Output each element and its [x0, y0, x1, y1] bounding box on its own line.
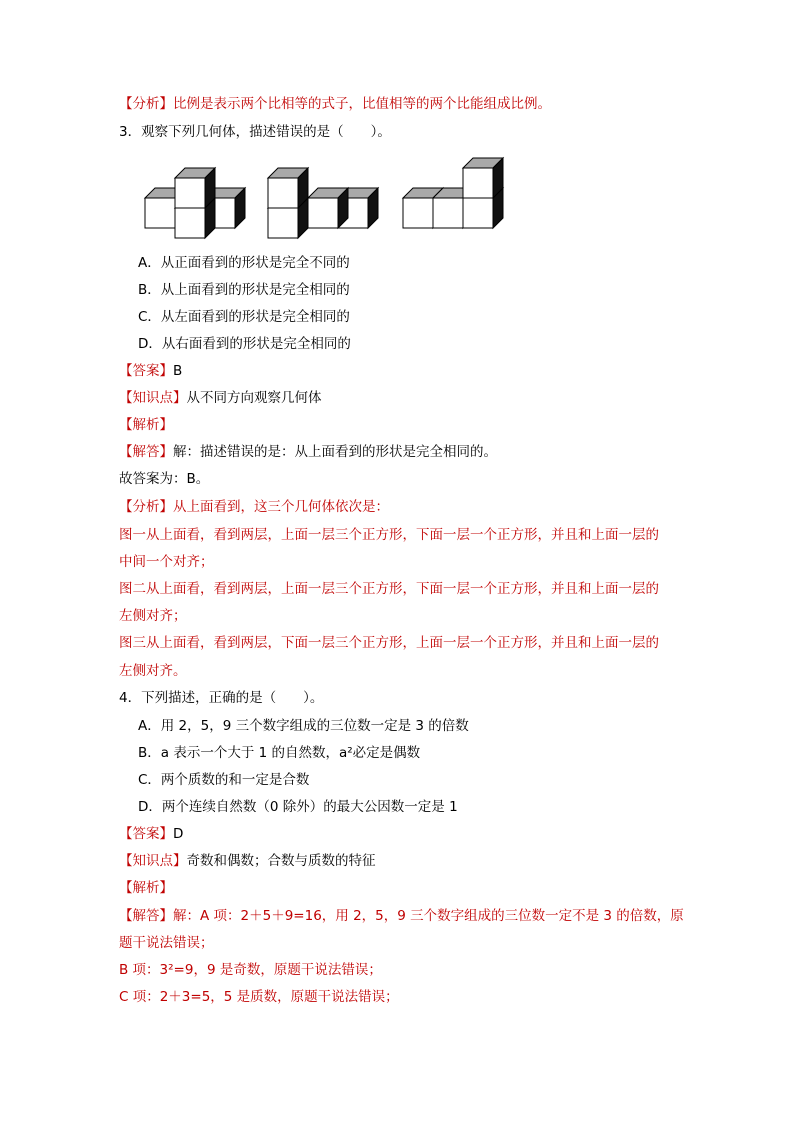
q3-analysis-line: 左侧对齐。: [119, 663, 187, 679]
q3-analysis-line: 图二从上面看，看到两层，上面一层三个正方形，下面一层一个正方形，并且和上面一层的: [119, 581, 659, 597]
q3-explanation-heading: 【解析】: [119, 417, 173, 433]
intro-analysis: 【分析】比例是表示两个比相等的式子，比值相等的两个比能组成比例。: [119, 96, 551, 112]
q3-stem: 3．观察下列几何体，描述错误的是（ ）。: [119, 124, 391, 140]
q4-answer: 【答案】D: [119, 826, 184, 842]
q3-analysis: 【分析】从上面看到，这三个几何体依次是：: [119, 499, 389, 515]
q4-explanation-heading: 【解析】: [119, 880, 173, 896]
q4-option-c: C．两个质数的和一定是合数: [138, 772, 310, 788]
q3-analysis-line: 图一从上面看，看到两层，上面一层三个正方形，下面一层一个正方形，并且和上面一层的: [119, 527, 659, 543]
q3-final-answer: 故答案为：B。: [119, 471, 210, 487]
q3-answer: 【答案】B: [119, 363, 183, 379]
q3-option-d: D．从右面看到的形状是完全相同的: [138, 336, 351, 352]
q4-option-a: A．用 2，5，9 三个数字组成的三位数一定是 3 的倍数: [138, 718, 469, 734]
q4-option-b: B．a 表示一个大于 1 的自然数，a²必定是偶数: [138, 745, 421, 761]
q4-solution-line: B 项：3²=9，9 是奇数，原题干说法错误；: [119, 962, 382, 978]
q3-option-c: C．从左面看到的形状是完全相同的: [138, 309, 350, 325]
q3-analysis-line: 图三从上面看，看到两层，下面一层三个正方形，上面一层一个正方形，并且和上面一层的: [119, 635, 659, 651]
q3-analysis-line: 左侧对齐；: [119, 608, 187, 624]
q3-analysis-line: 中间一个对齐；: [119, 554, 214, 570]
q4-solution-line: C 项：2＋3=5，5 是质数，原题干说法错误；: [119, 989, 399, 1005]
q3-knowledge-point: 【知识点】从不同方向观察几何体: [119, 390, 322, 406]
q4-knowledge-point: 【知识点】奇数和偶数；合数与质数的特征: [119, 853, 376, 869]
q3-solution: 【解答】解：描述错误的是：从上面看到的形状是完全相同的。: [119, 444, 497, 460]
q3-option-a: A．从正面看到的形状是完全不同的: [138, 255, 350, 271]
figure-2: [268, 168, 378, 238]
q4-option-d: D．两个连续自然数（0 除外）的最大公因数一定是 1: [138, 799, 458, 815]
q4-solution: 【解答】解：A 项：2＋5＋9=16，用 2，5，9 三个数字组成的三位数一定不是 3 的倍数，原: [119, 908, 684, 924]
q4-stem: 4．下列描述，正确的是（ ）。: [119, 690, 324, 706]
q4-solution-line: 题干说法错误；: [119, 935, 214, 951]
q3-option-b: B．从上面看到的形状是完全相同的: [138, 282, 350, 298]
figure-3: [403, 158, 503, 228]
figure-1: [145, 168, 245, 238]
q3-figures: [140, 152, 510, 242]
